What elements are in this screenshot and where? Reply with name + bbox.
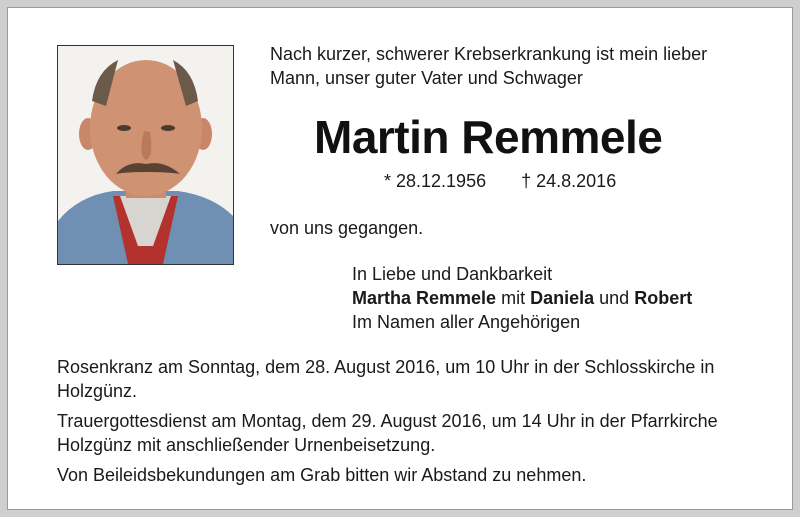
- wife-name: Martha Remmele: [352, 288, 497, 308]
- family-signature: [352, 262, 692, 334]
- death-date: † 24.8.2016: [521, 171, 617, 191]
- birth-date: * 28.12.1956: [384, 171, 487, 191]
- child-name-1: Daniela: [530, 288, 595, 308]
- conjunction-mit: mit: [501, 288, 526, 308]
- portrait-photo: [57, 45, 234, 265]
- child-name-2: Robert: [634, 288, 693, 308]
- conjunction-und: und: [599, 288, 630, 308]
- intro-text: Nach kurzer, schwerer Krebserkrankung ist mein lieber Mann, unser guter Vater und Schwager: [270, 44, 708, 88]
- life-dates: [384, 171, 616, 192]
- funeral-service-notice: Trauergottesdienst am Montag, dem 29. August 2016, um 14 Uhr in der Pfarrkirche Holzgünz mit anschließender Urnenbeisetzung.: [57, 411, 718, 455]
- family-names: [352, 286, 692, 310]
- service-notices: [57, 355, 747, 493]
- family-greeting: In Liebe und Dankbarkeit: [352, 264, 553, 284]
- deceased-name: Martin Remmele: [314, 111, 663, 163]
- passed-away-text: von uns gegangen.: [270, 218, 424, 238]
- family-closing: Im Namen aller Angehörigen: [352, 312, 581, 332]
- rosary-notice: Rosenkranz am Sonntag, dem 28. August 2016, um 10 Uhr in der Schlosskirche in Holzgünz.: [57, 357, 715, 401]
- condolence-notice: Von Beileidsbekundungen am Grab bitten wir Abstand zu nehmen.: [57, 465, 587, 485]
